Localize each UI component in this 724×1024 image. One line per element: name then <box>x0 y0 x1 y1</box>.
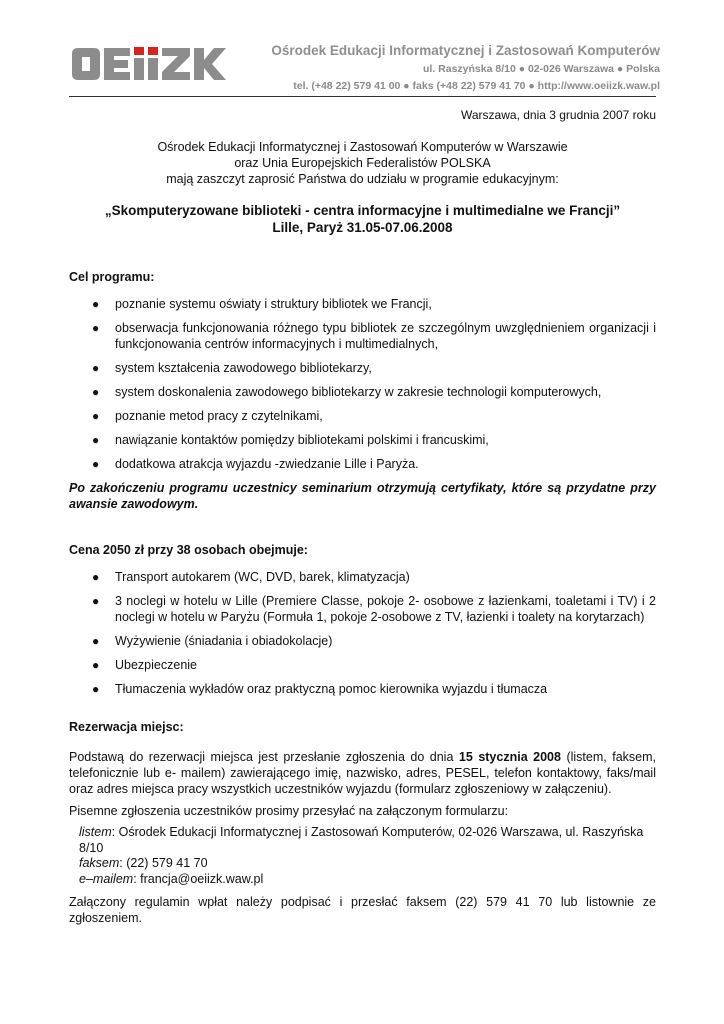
bullet-icon: ● <box>92 634 100 648</box>
oeiizk-logo <box>70 44 226 84</box>
list-item: ● Tłumaczenia wykładów oraz praktyczną pomoc kierownika wyjazdu i tłumacza <box>92 682 548 696</box>
bullet-icon: ● <box>92 409 100 423</box>
org-address: ul. Raszyńska 8/10 ● 02-026 Warszawa ● Polska <box>422 63 660 75</box>
bullet-icon: ● <box>92 658 100 672</box>
list-item: ● Ubezpieczenie <box>92 658 197 672</box>
contact-mail: listem: Ośrodek Edukacji Informatycznej i Zastosowań Komputerów, 02-026 Warszawa, ul. Raszyńska 8/10 <box>79 825 644 855</box>
bullet-icon: ● <box>92 682 100 696</box>
intro <box>69 139 656 187</box>
list-item: ● system kształcenia zawodowego bibliotekarzy, <box>92 361 372 375</box>
deadline-date: 15 stycznia 2008 <box>458 750 561 764</box>
list-item: ● poznanie metod pracy z czytelnikami, <box>92 409 323 423</box>
bullet-icon: ● <box>92 433 100 447</box>
title-dates: Lille, Paryż 31.05-07.06.2008 <box>272 220 453 235</box>
bullet-icon: ● <box>92 457 100 471</box>
org-contact: tel. (+48 22) 579 41 00 ● faks (+48 22) 579 41 70 ● http://www.oeiizk.waw.pl <box>293 80 660 92</box>
contact-email: e–mailem: francja@oeiizk.waw.pl <box>79 871 264 886</box>
payment-paragraph: Załączony regulamin wpłat należy podpisać i przesłać faksem (22) 579 41 70 lub listownie ze zgłoszeniem. <box>69 895 656 925</box>
reservation-heading: Rezerwacja miejsc: <box>69 720 184 734</box>
logo-text: OEiiZK <box>70 44 74 45</box>
list-item: ● Wyżywienie (śniadania i obiadokolacje) <box>92 634 333 648</box>
letter-body <box>69 105 656 926</box>
bullet-icon: ● <box>92 297 100 311</box>
letterhead <box>236 42 660 94</box>
bullet-icon: ● <box>92 361 100 375</box>
reservation-paragraph: Podstawą do rezerwacji miejsca jest przesłanie zgłoszenia do dnia 15 stycznia 2008 (listem, faksem, telefonicznie lub e- mailem) zawierającego imię, nazwisko, adres, PESEL, telefon kontaktowy, faks/mail oraz adres miejsca pracy wszystkich uczestników wyjazdu (formularz zgłoszeniowy w załączeniu). <box>69 750 656 796</box>
contact-list <box>69 825 656 887</box>
goals-list <box>69 296 656 472</box>
contact-fax: faksem: (22) 579 41 70 <box>79 856 208 870</box>
header-divider <box>69 96 656 97</box>
bullet-icon: ● <box>92 570 100 584</box>
intro-line: oraz Unia Europejskich Federalistów POLSKA <box>234 156 491 170</box>
bullet-icon: ● <box>92 594 100 608</box>
list-item: ● Transport autokarem (WC, DVD, barek, klimatyzacja) <box>92 570 410 584</box>
list-item: ● obserwacja funkcjonowania różnego typu bibliotek ze szczególnym uwzględnieniem organizacji i funkcjonowania centrów informacyjnych i multimedialnych, <box>92 321 656 351</box>
submission-paragraph: Pisemne zgłoszenia uczestników prosimy przesyłać na załączonym formularzu: <box>69 804 509 818</box>
list-item: ● system doskonalenia zawodowego bibliotekarzy w zakresie technologii komputerowych, <box>92 385 602 399</box>
bullet-icon: ● <box>92 321 100 335</box>
list-item: ● dodatkowa atrakcja wyjazdu -zwiedzanie Lille i Paryża. <box>92 457 419 471</box>
org-name: Ośrodek Edukacji Informatycznej i Zastosowań Komputerów <box>271 43 660 58</box>
program-title <box>69 202 656 236</box>
list-item: ● poznanie systemu oświaty i struktury bibliotek we Francji, <box>92 297 432 311</box>
bullet-icon: ● <box>92 385 100 399</box>
goals-heading: Cel programu: <box>69 270 155 284</box>
intro-line: Ośrodek Edukacji Informatycznej i Zastosowań Komputerów w Warszawie <box>157 140 568 154</box>
price-list <box>69 569 656 697</box>
date-line: Warszawa, dnia 3 grudnia 2007 roku <box>461 108 656 122</box>
title-line: „Skomputeryzowane biblioteki - centra informacyjne i multimedialne we Francji” <box>104 203 621 218</box>
intro-line: mają zaszczyt zaprosić Państwa do udziału w programie edukacyjnym: <box>166 172 559 186</box>
certificate-note: Po zakończeniu programu uczestnicy seminarium otrzymują certyfikaty, które są przydatne przy awansie zawodowym. <box>69 481 656 511</box>
list-item: ● 3 noclegi w hotelu w Lille (Premiere Classe, pokoje 2- osobowe z łazienkami, toaletami i TV) i 2 noclegi w hotelu w Paryżu (Formuła 1, pokoje 2-osobowe z TV, łazienki i toalety na korytarzach) <box>92 594 656 624</box>
list-item: ● nawiązanie kontaktów pomiędzy bibliotekami polskimi i francuskimi, <box>92 433 489 447</box>
price-heading: Cena 2050 zł przy 38 osobach obejmuje: <box>69 543 308 557</box>
